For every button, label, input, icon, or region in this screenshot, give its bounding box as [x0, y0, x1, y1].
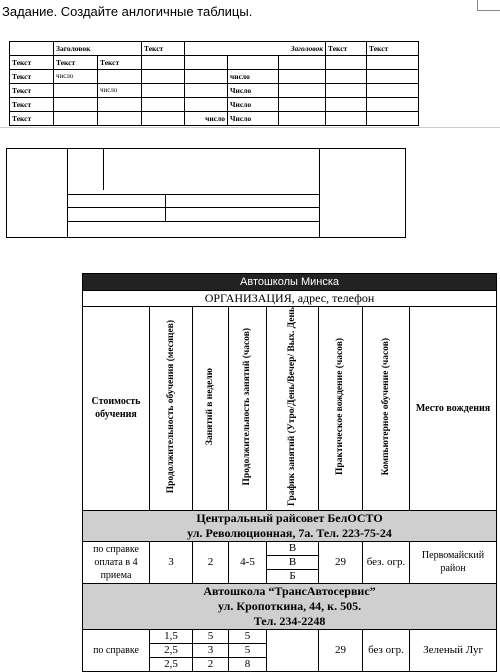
schedule-cell: Б	[267, 569, 319, 583]
table-title: Автошколы Минска	[83, 274, 497, 291]
schedule-cell: В	[267, 555, 319, 569]
table-cell: Число	[228, 84, 279, 98]
header-cell: Заголовок	[185, 42, 326, 56]
table-cell: число	[228, 70, 279, 84]
duration-cell: 2,5	[150, 657, 193, 671]
duration-cell: 1,5	[150, 629, 193, 643]
duration-cell: 2,5	[150, 643, 193, 657]
org-phone: Тел. 234-2248	[253, 613, 326, 628]
practice-cell: 29	[319, 541, 363, 583]
row-label: Текст	[10, 84, 54, 98]
table-cell: число	[98, 84, 142, 98]
header-cost: Стоимость обучения	[83, 307, 150, 511]
row-label: Текст	[10, 112, 54, 126]
hours-cell: 5	[229, 629, 267, 643]
per-week-cell: 3	[193, 643, 229, 657]
grid-line	[319, 149, 320, 237]
place-cell: Первомайский район	[410, 541, 497, 583]
table-cell	[10, 42, 54, 56]
place-cell: Зеленый Луг	[410, 629, 497, 671]
table-cell: число	[185, 112, 228, 126]
row-label: Текст	[10, 70, 54, 84]
org-name: Центральный райсовет БелОСТО	[196, 510, 383, 525]
schedule-cell	[267, 629, 319, 671]
header-cell: Текст	[326, 42, 367, 56]
org-header-1	[83, 510, 497, 541]
cost-cell: по справке	[83, 629, 150, 671]
grid-line	[103, 149, 104, 190]
hours-cell: 8	[229, 657, 267, 671]
computer-cell: без огр.	[363, 629, 410, 671]
sample-table-1	[9, 41, 419, 126]
window-corner	[477, 0, 500, 11]
grid-line	[67, 221, 319, 222]
header-cell: Текст	[367, 42, 419, 56]
header-schedule: График занятий (Утро/День/Вечер/ Вых. День	[267, 307, 319, 511]
header-duration: Продолжительность обучения (месяцев)	[150, 307, 193, 511]
table-cell: Число	[228, 98, 279, 112]
per-week-cell: 2	[193, 541, 229, 583]
table-cell: Текст	[54, 56, 98, 70]
header-per-week: Занятий в неделю	[193, 307, 229, 511]
row-label: Текст	[10, 56, 54, 70]
per-week-cell: 2	[193, 657, 229, 671]
org-address: ул. Кропоткина, 44, к. 505.	[217, 598, 362, 613]
header-computer: Компьютерное обучение (часов)	[363, 307, 410, 511]
hours-cell: 4-5	[229, 541, 267, 583]
row-label: Текст	[10, 98, 54, 112]
grid-line	[165, 194, 166, 222]
per-week-cell: 5	[193, 629, 229, 643]
task-title: Задание. Создайте анлогичные таблицы.	[2, 4, 253, 19]
org-name: Автошкола “ТрансАвтосервис”	[203, 583, 376, 598]
header-cell: Заголовок	[54, 42, 142, 56]
grid-line	[67, 149, 68, 237]
header-practice: Практическое вождение (часов)	[319, 307, 363, 511]
grid-line	[67, 207, 319, 208]
duration-cell: 3	[150, 541, 193, 583]
computer-cell: без. огр.	[363, 541, 410, 583]
grid-line	[67, 194, 319, 195]
table-cell: число	[54, 70, 98, 84]
table-subtitle: ОРГАНИЗАЦИЯ, адрес, телефон	[83, 291, 497, 307]
hours-cell: 5	[229, 643, 267, 657]
header-place: Место вождения	[410, 307, 497, 511]
cost-cell: по справке оплата в 4 приема	[83, 541, 150, 583]
org-header-2	[83, 583, 497, 629]
practice-cell: 29	[319, 629, 363, 671]
sample-table-2	[6, 148, 406, 238]
schedule-cell: В	[267, 541, 319, 555]
header-cell: Текст	[142, 42, 185, 56]
table-cell: Текст	[98, 56, 142, 70]
org-address: ул. Революционная, 7а. Тел. 223-75-24	[187, 525, 392, 540]
header-hours: Продолжительность занятий (часов)	[229, 307, 267, 511]
separator	[0, 127, 500, 128]
table-cell: Число	[228, 112, 279, 126]
driving-schools-table	[82, 273, 497, 672]
